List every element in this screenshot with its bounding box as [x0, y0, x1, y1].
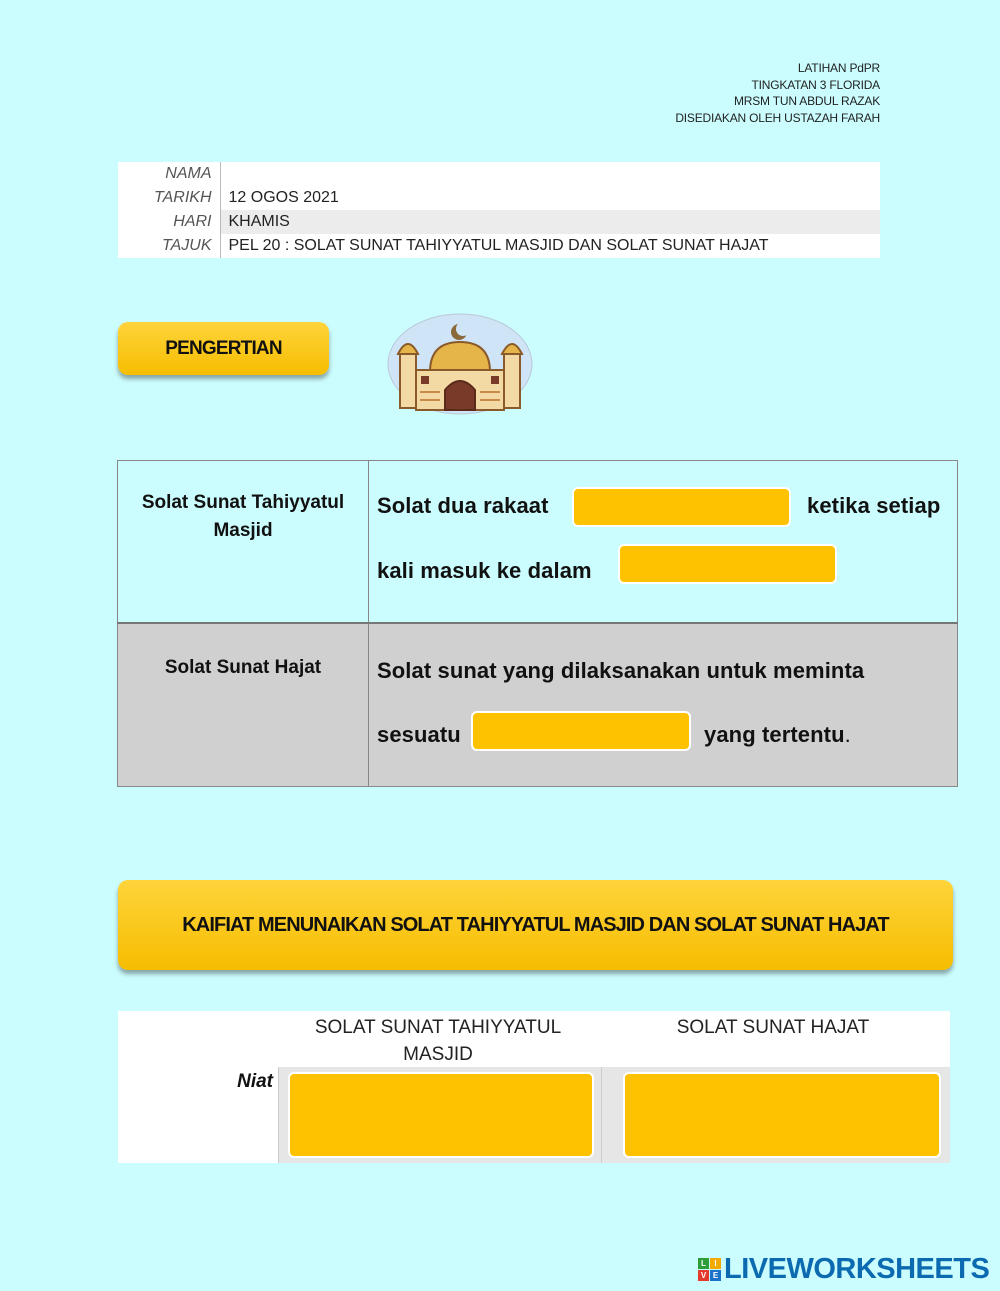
definition-row-hajat	[118, 623, 958, 787]
header-line-2: TINGKATAN 3 FLORIDA	[751, 77, 880, 92]
info-row-tajuk	[118, 234, 880, 258]
column-header-tahiyyatul	[298, 1014, 578, 1068]
answer-blank-2[interactable]	[618, 544, 837, 584]
pengertian-section-label: PENGERTIAN	[118, 322, 329, 375]
answer-blank-1[interactable]	[572, 487, 791, 527]
niat-row	[118, 1067, 950, 1163]
logo-letter: V	[698, 1270, 709, 1281]
logo-letter: L	[698, 1258, 709, 1269]
term-tahiyyatul-masjid: Solat Sunat Tahiyyatul Masjid	[118, 461, 369, 623]
definition-cell	[369, 461, 958, 623]
definition-text: sesuatu	[377, 721, 461, 747]
header-line-3: MRSM TUN ABDUL RAZAK	[733, 94, 880, 108]
definition-text: ketika setiap	[807, 493, 941, 518]
definition-text-period: .	[844, 721, 851, 747]
kaifiat-table	[118, 1011, 950, 1163]
logo-letter: I	[710, 1258, 721, 1269]
definition-cell	[369, 623, 958, 787]
column-header-line: MASJID	[403, 1044, 473, 1065]
info-row-hari	[118, 210, 880, 234]
definition-text-part: yang tertentu	[704, 721, 845, 747]
nama-field[interactable]	[220, 162, 880, 186]
definition-text: Solat dua rakaat	[377, 493, 549, 518]
definition-text: kali masuk ke dalam	[377, 558, 592, 583]
worksheet-header	[675, 60, 880, 126]
info-label: TARIKH	[118, 186, 220, 210]
info-label: TAJUK	[118, 234, 220, 258]
info-row-tarikh	[118, 186, 880, 210]
header-line-4: DISEDIAKAN OLEH USTAZAH FARAH	[675, 110, 880, 125]
liveworksheets-logo	[698, 1253, 989, 1286]
info-value: PEL 20 : SOLAT SUNAT TAHIYYATUL MASJID DAN SOLAT SUNAT HAJAT	[220, 234, 880, 258]
definition-row-tahiyyatul	[118, 461, 958, 623]
mosque-icon	[385, 312, 535, 422]
logo-letter: E	[710, 1270, 721, 1281]
term-solat-sunat-hajat: Solat Sunat Hajat	[118, 623, 369, 787]
definition-text: Solat sunat yang dilaksanakan untuk meminta	[377, 657, 865, 683]
niat-blank-tahiyyatul[interactable]	[288, 1072, 594, 1158]
niat-cell-hajat	[601, 1067, 950, 1163]
header-line-1: LATIHAN PdPR	[797, 61, 880, 75]
niat-label: Niat	[237, 1071, 273, 1092]
answer-blank-3[interactable]	[471, 711, 691, 751]
info-label: HARI	[118, 210, 220, 234]
logo-text: LIVEWORKSHEETS	[724, 1253, 990, 1285]
definitions-table	[117, 460, 958, 787]
definition-text	[704, 722, 851, 748]
info-row-nama	[118, 162, 880, 186]
info-value: 12 OGOS 2021	[220, 186, 880, 210]
logo-mark-icon	[698, 1258, 721, 1281]
info-value: KHAMIS	[220, 210, 880, 234]
kaifiat-section-label: KAIFIAT MENUNAIKAN SOLAT TAHIYYATUL MASJID DAN SOLAT SUNAT HAJAT	[118, 880, 953, 970]
niat-cell-tahiyyatul	[278, 1067, 601, 1163]
student-info-table	[118, 162, 880, 258]
column-header-hajat: SOLAT SUNAT HAJAT	[676, 1017, 870, 1038]
niat-blank-hajat[interactable]	[623, 1072, 941, 1158]
info-label: NAMA	[118, 162, 220, 186]
kaifiat-table-header	[118, 1011, 950, 1067]
column-header-line: SOLAT SUNAT TAHIYYATUL	[314, 1017, 562, 1038]
